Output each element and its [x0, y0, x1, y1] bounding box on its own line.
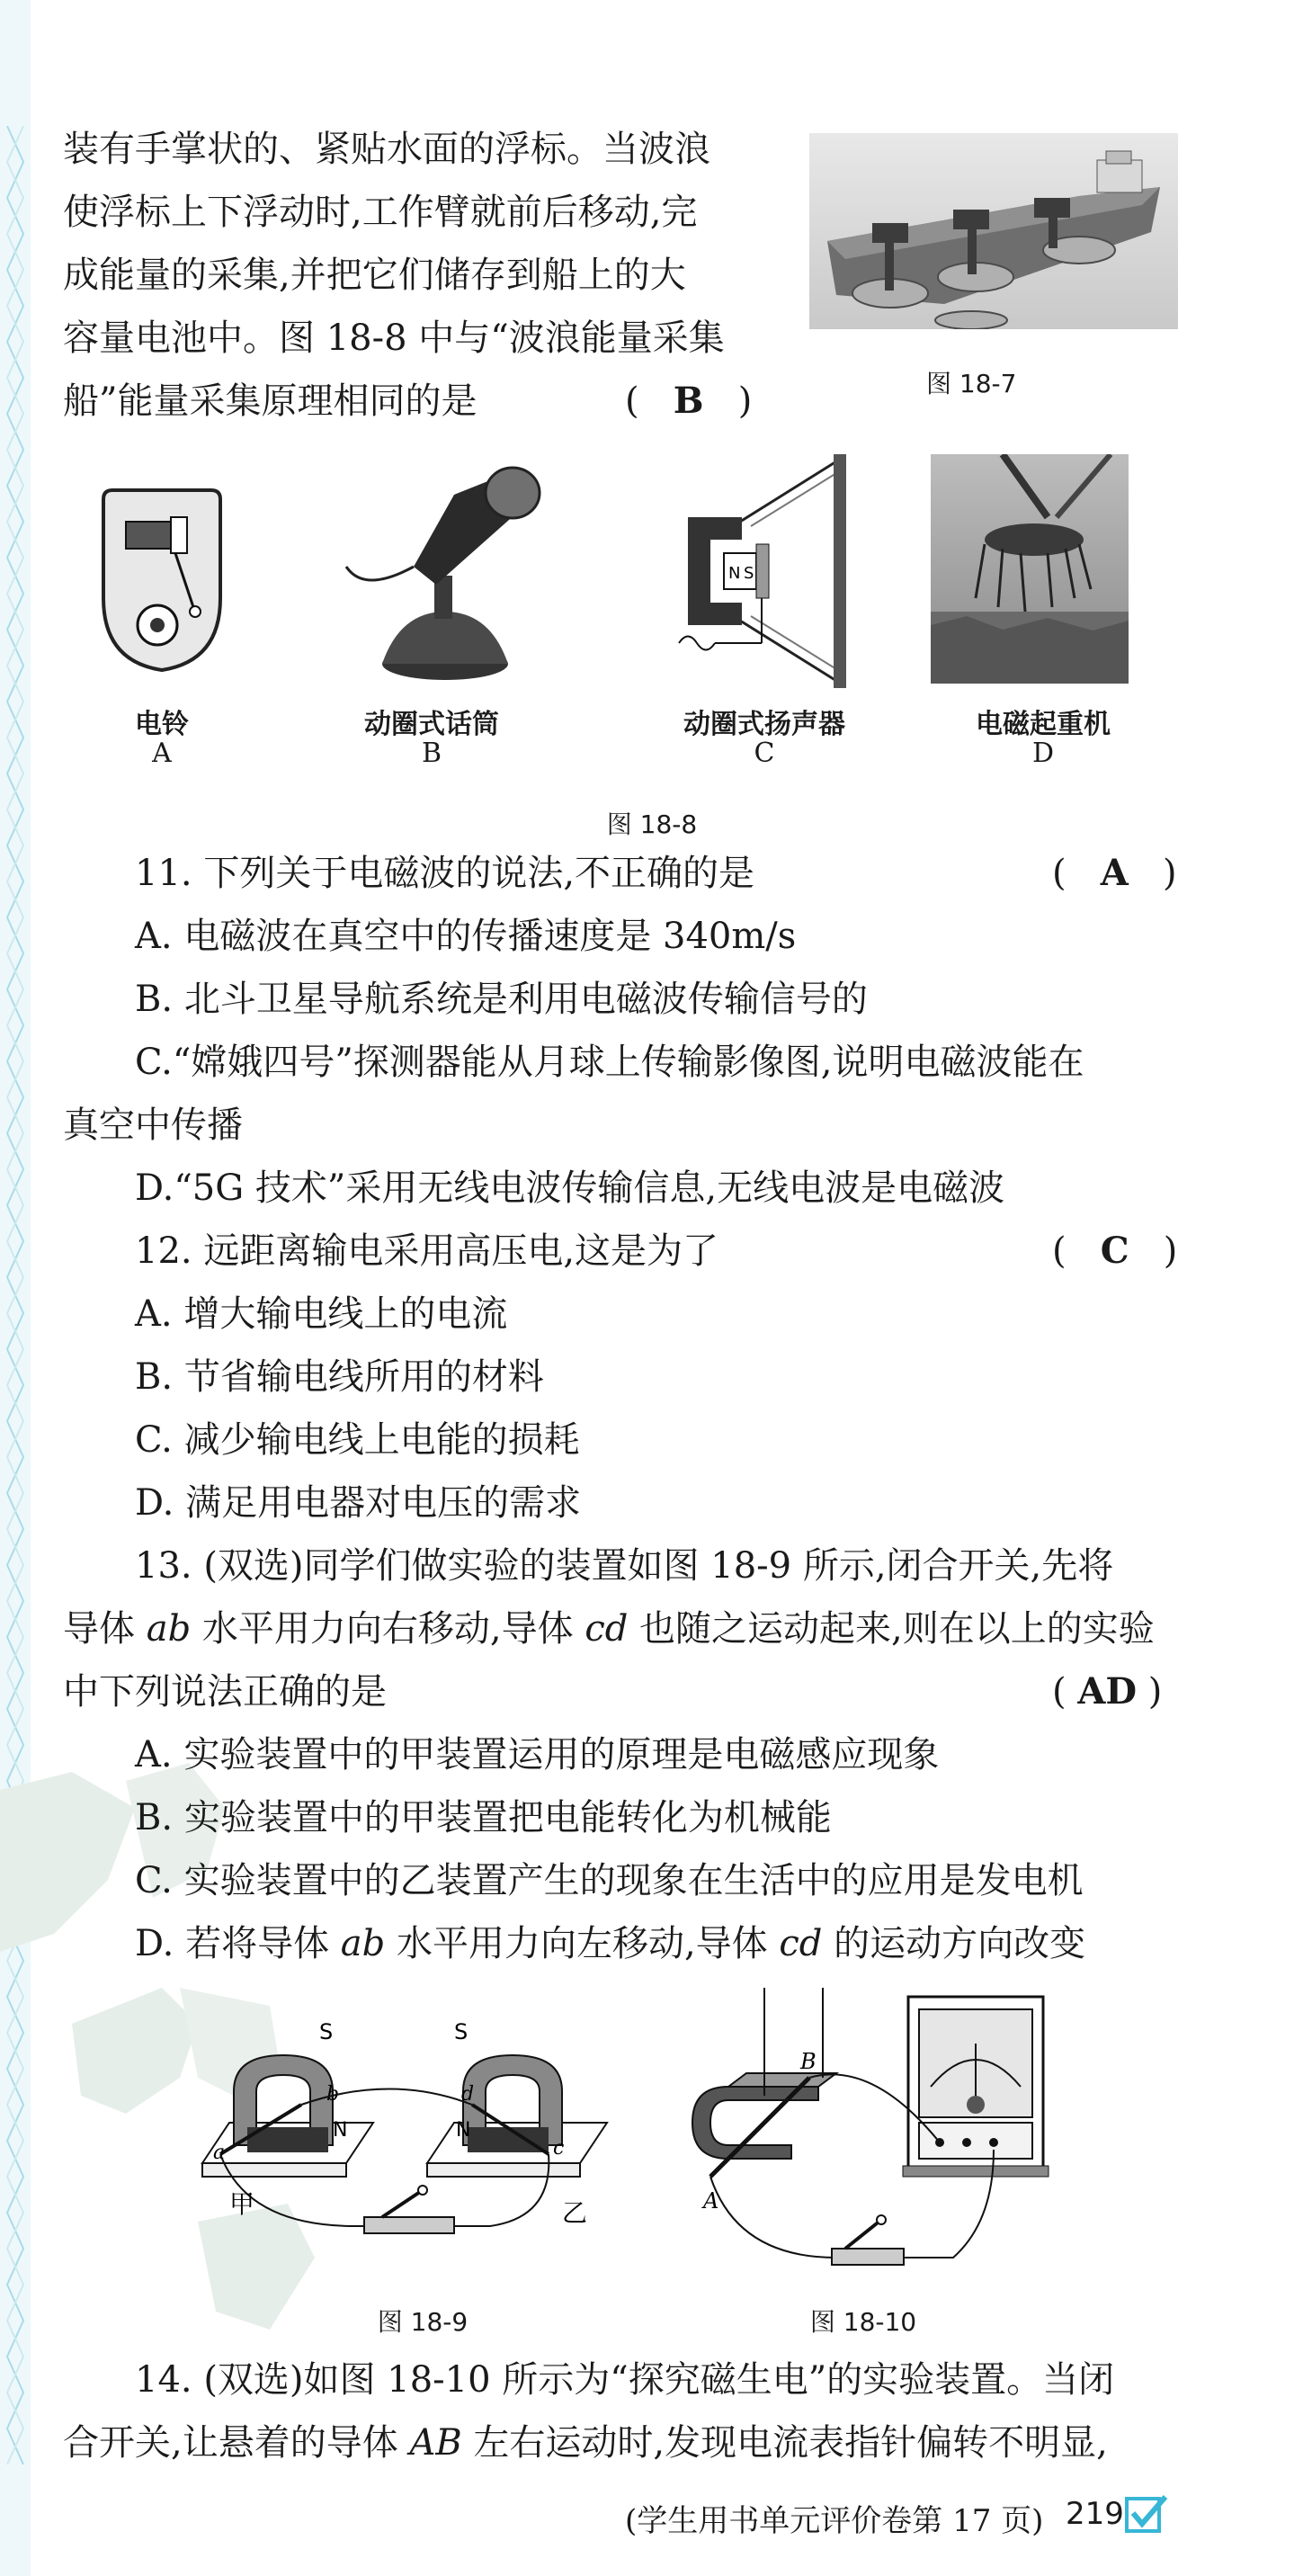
- q11-option-b: B. 北斗卫星导航系统是利用电磁波传输信号的: [135, 979, 868, 1020]
- intro-line-4: 容量电池中。图 18-8 中与“波浪能量采集: [63, 318, 725, 359]
- dynamic-speaker-image: [661, 454, 854, 688]
- q14-line-2: 合开关,让悬着的导体 AB 左右运动时,发现电流表指针偏转不明显,: [63, 2422, 1108, 2464]
- electromagnetic-crane-image: [931, 454, 1129, 684]
- figure-18-9-caption: 图 18-9: [377, 2307, 469, 2337]
- fig189-n1: N: [333, 2119, 348, 2142]
- q12-option-c: C. 减少输电线上电能的损耗: [135, 1419, 580, 1461]
- fig188-label-c: 动圈式扬声器: [683, 709, 845, 740]
- fig1810-a: A: [703, 2188, 719, 2214]
- intro-line-1: 装有手掌状的、紧贴水面的浮标。当波浪: [63, 129, 710, 170]
- q12-answer: C: [1100, 1230, 1129, 1272]
- fig188-label-d: 电磁起重机: [976, 709, 1111, 740]
- fig189-yi: 乙: [562, 2198, 588, 2228]
- fig188-letter-b: B: [421, 738, 442, 769]
- intro-line-3: 成能量的采集,并把它们储存到船上的大: [63, 255, 686, 296]
- conductor-AB-label: AB: [409, 2422, 462, 2464]
- figure-18-10-caption: 图 18-10: [809, 2307, 917, 2337]
- checkmark-icon: [1124, 2493, 1169, 2535]
- figure-18-7-wave-energy-ship: [809, 133, 1178, 329]
- fig188-label-b: 动圈式话筒: [364, 709, 499, 740]
- q13-answer-bracket: ( AD ): [1052, 1670, 1163, 1713]
- speaker-magnet-s: S: [744, 564, 754, 583]
- q13-line-3: 中下列说法正确的是: [63, 1671, 387, 1713]
- fig1810-b: B: [800, 2049, 817, 2074]
- q11-option-d: D.“5G 技术”采用无线电波传输信息,无线电波是电磁波: [135, 1167, 1005, 1209]
- fig189-s1: S: [319, 2019, 334, 2044]
- q10-answer-bracket: ( B ): [625, 380, 753, 422]
- fig188-letter-d: D: [1031, 738, 1055, 769]
- q12-option-a: A. 增大输电线上的电流: [135, 1293, 508, 1335]
- q11-option-c: C.“嫦娥四号”探测器能从月球上传输影像图,说明电磁波能在: [135, 1042, 1084, 1083]
- q13-option-b: B. 实验装置中的甲装置把电能转化为机械能: [135, 1797, 832, 1838]
- figure-18-10-apparatus: [683, 1988, 1061, 2294]
- speaker-magnet-n: N: [728, 564, 741, 583]
- q12-answer-bracket: ( C ): [1052, 1230, 1178, 1272]
- q11-stem: 11. 下列关于电磁波的说法,不正确的是: [135, 853, 755, 894]
- q12-stem: 12. 远距离输电采用高压电,这是为了: [135, 1230, 719, 1272]
- q13-answer: AD: [1077, 1670, 1138, 1713]
- intro-line-5: 船”能量采集原理相同的是: [63, 380, 477, 422]
- fig189-a: a: [213, 2142, 226, 2164]
- q13-option-d: D. 若将导体 ab 水平用力向左移动,导体 cd 的运动方向改变: [135, 1923, 1086, 1964]
- fig189-b: b: [326, 2083, 340, 2106]
- q10-answer: B: [673, 380, 704, 422]
- q13-option-c: C. 实验装置中的乙装置产生的现象在生活中的应用是发电机: [135, 1860, 1084, 1901]
- conductor-cd-label: cd: [585, 1608, 629, 1650]
- fig189-s2: S: [454, 2019, 469, 2044]
- conductor-ab-label: ab: [146, 1608, 192, 1650]
- fig189-d: d: [461, 2083, 475, 2106]
- fig188-letter-a: A: [152, 738, 172, 769]
- fig188-letter-c: C: [754, 738, 775, 769]
- fig189-jia: 甲: [229, 2189, 255, 2219]
- q13-line-2: 导体 ab 水平用力向右移动,导体 cd 也随之运动起来,则在以上的实验: [63, 1608, 1155, 1650]
- q11-answer: A: [1100, 852, 1129, 894]
- dynamic-microphone-image: [328, 459, 544, 684]
- page-number: 219: [1066, 2496, 1124, 2532]
- q11-option-a: A. 电磁波在真空中的传播速度是 340m/s: [135, 916, 797, 957]
- q12-option-b: B. 节省输电线所用的材料: [135, 1356, 544, 1398]
- q11-option-c-cont: 真空中传播: [63, 1105, 243, 1146]
- electric-bell-image: [94, 481, 229, 679]
- footer-reference: (学生用书单元评价卷第 17 页): [625, 2503, 1044, 2539]
- figure-18-8-caption: 图 18-8: [606, 809, 698, 839]
- figure-18-7-caption: 图 18-7: [926, 369, 1017, 398]
- q12-option-d: D. 满足用电器对电压的需求: [135, 1482, 582, 1524]
- q14-line-1: 14. (双选)如图 18-10 所示为“探究磁生电”的实验装置。当闭: [135, 2359, 1115, 2401]
- figure-18-9-apparatus: [193, 2019, 652, 2289]
- fig188-label-a: 电铃: [135, 709, 189, 740]
- intro-line-2: 使浮标上下浮动时,工作臂就前后移动,完: [63, 192, 698, 233]
- fig189-c: c: [553, 2137, 565, 2160]
- fig189-n2: N: [456, 2119, 471, 2142]
- q11-answer-bracket: ( A ): [1052, 852, 1177, 894]
- q13-option-a: A. 实验装置中的甲装置运用的原理是电磁感应现象: [135, 1734, 940, 1775]
- q13-line-1: 13. (双选)同学们做实验的装置如图 18-9 所示,闭合开关,先将: [135, 1545, 1114, 1587]
